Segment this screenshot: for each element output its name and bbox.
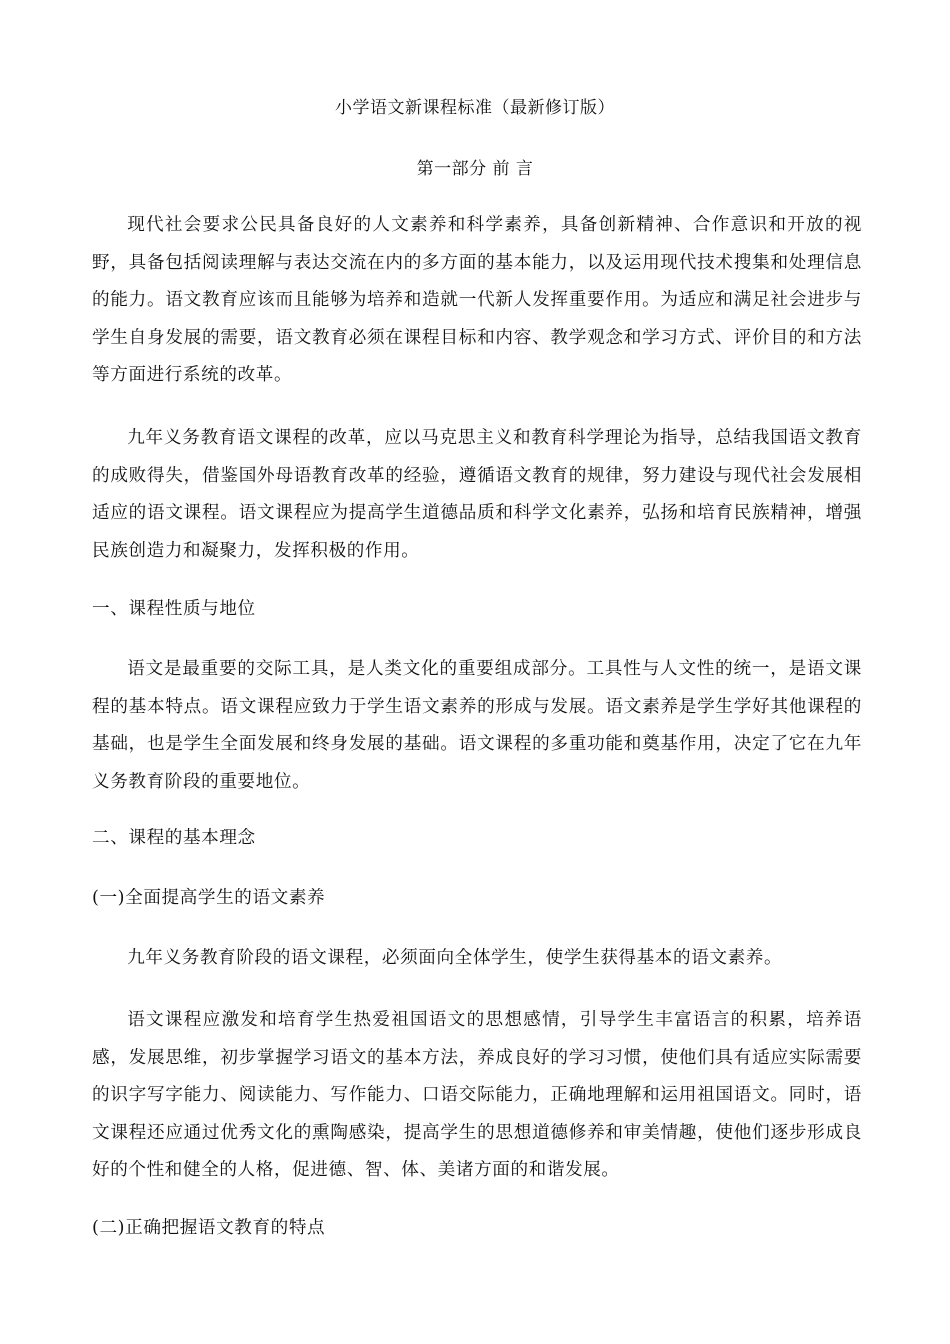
paragraph-course-nature: 语文是最重要的交际工具，是人类文化的重要组成部分。工具性与人文性的统一，是语文课程的基本特点。语文课程应致力于学生语文素养的形成与发展。语文素养是学生学好其他课程的基础，也是学生全面发展和终身发展的基础。语文课程的多重功能和奠基作用，决定了它在九年义务教育阶段的重要地位。 [92,659,862,792]
paragraph-all-students: 九年义务教育阶段的语文课程，必须面向全体学生，使学生获得基本的语文素养。 [127,948,783,968]
subsection-heading-1: (一)全面提高学生的语文素养 [92,888,326,908]
paragraph-intro-1: 现代社会要求公民具备良好的人文素养和科学素养，具备创新精神、合作意识和开放的视野，具备包括阅读理解与表达交流在内的多方面的基本能力，以及运用现代技术搜集和处理信息的能力。语文教育应该而且能够为培养和造就一代新人发挥重要作用。为适应和满足社会进步与学生自身发展的需要，语文教育必须在课程目标和内容、教学观念和学习方式、评价目的和方法等方面进行系统的改革。 [92,215,862,385]
subsection-heading-2: (二)正确把握语文教育的特点 [92,1218,326,1238]
document-title: 小学语文新课程标准（最新修订版） [335,98,615,118]
section-heading-2: 二、课程的基本理念 [92,828,256,848]
section-heading-1: 一、课程性质与地位 [92,599,256,619]
part-heading: 第一部分 前 言 [416,159,534,179]
paragraph-literacy-goals: 语文课程应激发和培育学生热爱祖国语文的思想感情，引导学生丰富语言的积累，培养语感，发展思维，初步掌握学习语文的基本方法，养成良好的学习习惯，使他们具有适应实际需要的识字写字能力、阅读能力、写作能力、口语交际能力，正确地理解和运用祖国语文。同时，语文课程还应通过优秀文化的熏陶感染，提高学生的思想道德修养和审美情趣，使他们逐步形成良好的个性和健全的人格，促进德、智、体、美诸方面的和谐发展。 [92,1010,862,1180]
paragraph-intro-2: 九年义务教育语文课程的改革，应以马克思主义和教育科学理论为指导，总结我国语文教育的成败得失，借鉴国外母语教育改革的经验，遵循语文教育的规律，努力建设与现代社会发展相适应的语文课程。语文课程应为提高学生道德品质和科学文化素养，弘扬和培育民族精神，增强民族创造力和凝聚力，发挥积极的作用。 [92,428,862,561]
